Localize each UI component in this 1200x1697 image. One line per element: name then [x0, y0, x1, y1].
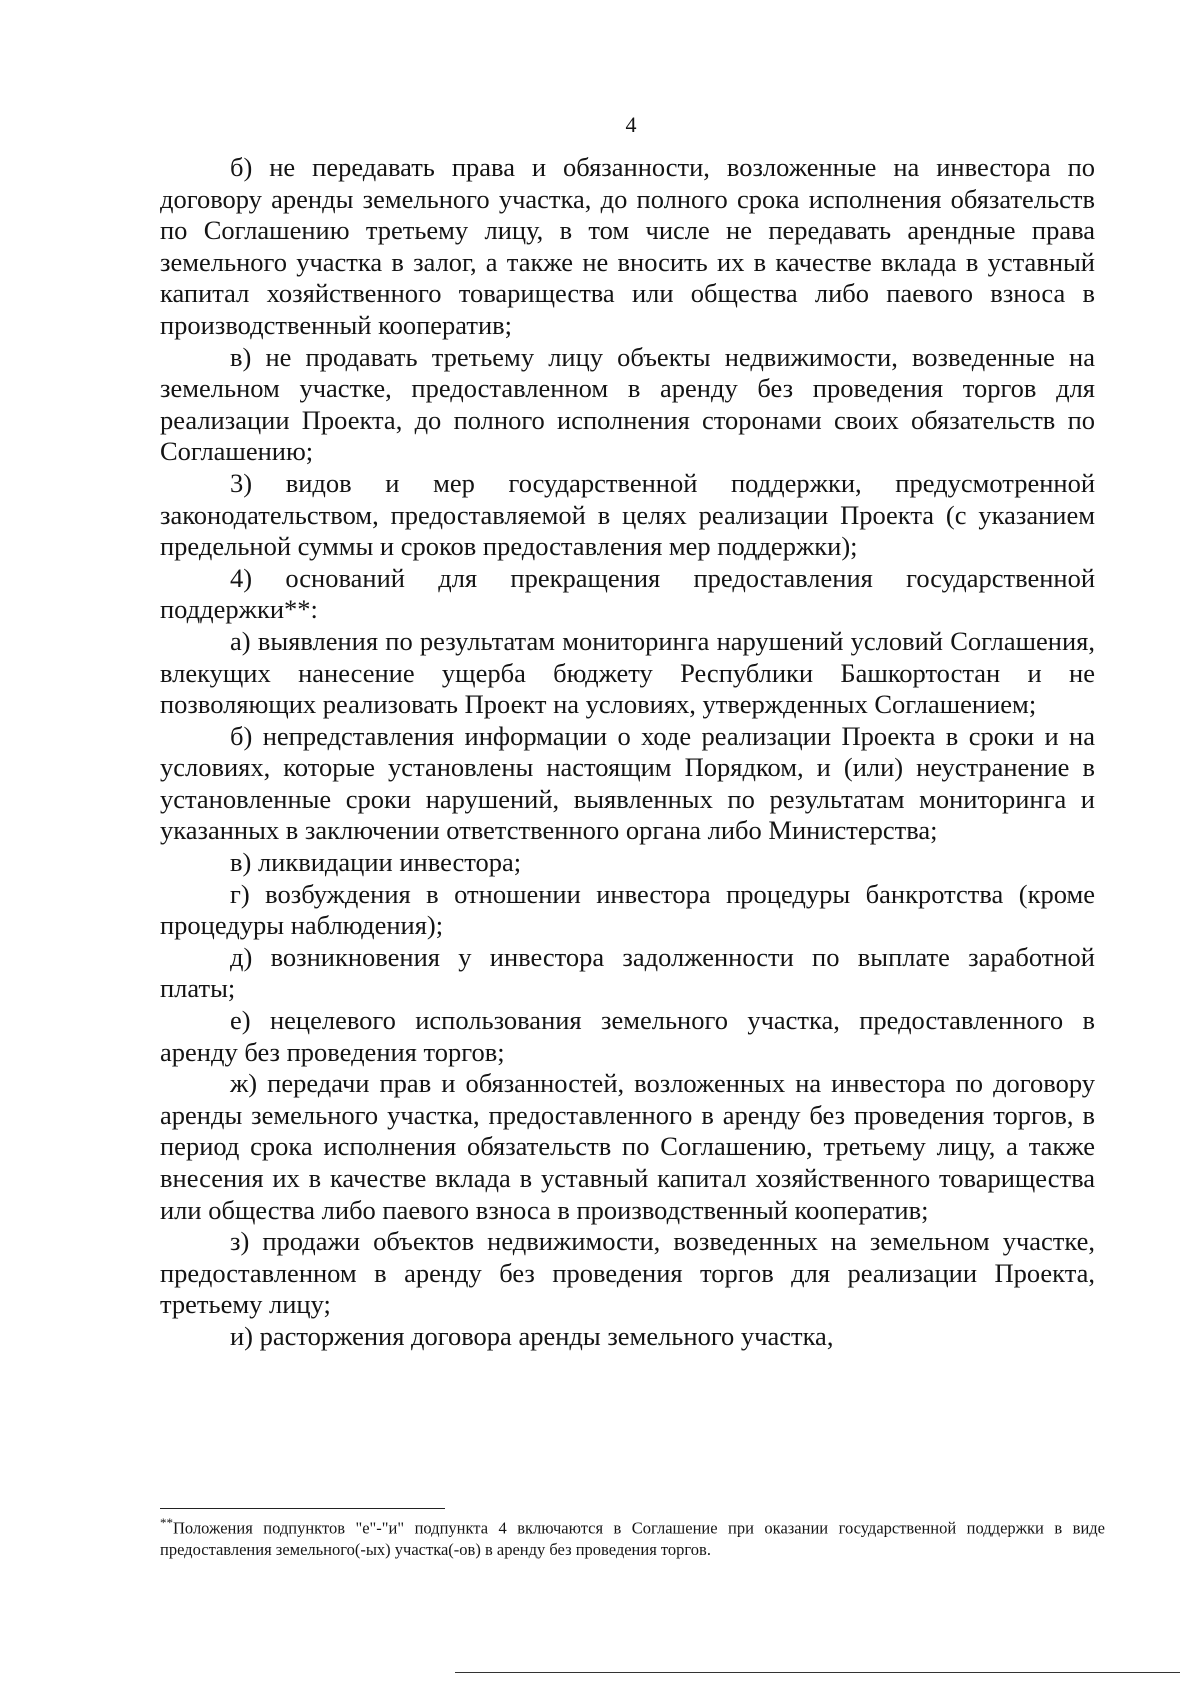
paragraph-b-no-transfer-rights: б) не передавать права и обязанности, возложенные на инвестора по договору аренды земельного участка, до полного срока исполнения обязательств по Соглашению третьему лицу, в том числе не передавать арендные права земельного участка в залог, а также не вносить их в качестве вклада в уставный капитал хозяйственного товарищества или общества либо паевого взноса в производственный кооператив;: [160, 152, 1095, 340]
paragraph-b-no-information: б) непредставления информации о ходе реализации Проекта в сроки и на условиях, которые установлены настоящим Порядком, и (или) неустранение в установленные сроки нарушений, выявленных по результатам мониторинга и указанных в заключении ответственного органа либо Министерства;: [160, 720, 1095, 846]
paragraph-v-no-sale-property: в) не продавать третьему лицу объекты недвижимости, возведенные на земельном участке, предоставленном в аренду без проведения торгов для реализации Проекта, до полного исполнения сторонами своих обязательств по Соглашению;: [160, 341, 1095, 467]
paragraph-e-misuse-land: е) нецелевого использования земельного участка, предоставленного в аренду без проведения торгов;: [160, 1005, 1095, 1067]
paragraph-d-wage-debt: д) возникновения у инвестора задолженности по выплате заработной платы;: [160, 941, 1095, 1004]
paragraph-i-lease-termination: и) расторжения договора аренды земельного участка,: [230, 1320, 834, 1351]
document-body: [160, 152, 1095, 1353]
footnote-separator: [160, 1508, 445, 1509]
paragraph-v-liquidation: в) ликвидации инвестора;: [230, 847, 522, 878]
page-number: 4: [625, 112, 637, 137]
paragraph-g-bankruptcy: г) возбуждения в отношении инвестора процедуры банкротства (кроме процедуры наблюдения);: [160, 878, 1095, 941]
paragraph-zh-transfer-rights: ж) передачи прав и обязанностей, возложенных на инвестора по договору аренды земельного участка, предоставленного в аренду без проведения торгов, в период срока исполнения обязательств по Соглашению, третьему лицу, а также внесения их в качестве вклада в уставный капитал хозяйственного товарищества или общества либо паевого взноса в производственный кооператив;: [160, 1068, 1095, 1225]
paragraph-3-support-measures: 3) видов и мер государственной поддержки, предусмотренной законодательством, предоставляемой в целях реализации Проекта (с указанием предельной суммы и сроков предоставления мер поддержки);: [160, 467, 1095, 562]
paragraph-4-termination-grounds: 4) оснований для прекращения предоставления государственной поддержки**:: [160, 562, 1095, 625]
paragraph-a-monitoring-violations: а) выявления по результатам мониторинга нарушений условий Соглашения, влекущих нанесение ущерба бюджету Республики Башкортостан и не позволяющих реализовать Проект на условиях, утвержденных Соглашением;: [160, 625, 1095, 720]
footnote: [160, 1512, 1105, 1560]
footnote-text: Положения подпунктов "е"-"и" подпункта 4 включаются в Соглашение при оказании государственной поддержки в виде предоставления земельного(-ых) участка(-ов) в аренду без проведения торгов.: [160, 1518, 1105, 1559]
footnote-mark: **: [160, 1515, 173, 1530]
paragraph-z-sale-property: з) продажи объектов недвижимости, возведенных на земельном участке, предоставленном в аренду без проведения торгов для реализации Проекта, третьему лицу;: [160, 1226, 1095, 1320]
bottom-scan-line: [455, 1672, 1180, 1673]
